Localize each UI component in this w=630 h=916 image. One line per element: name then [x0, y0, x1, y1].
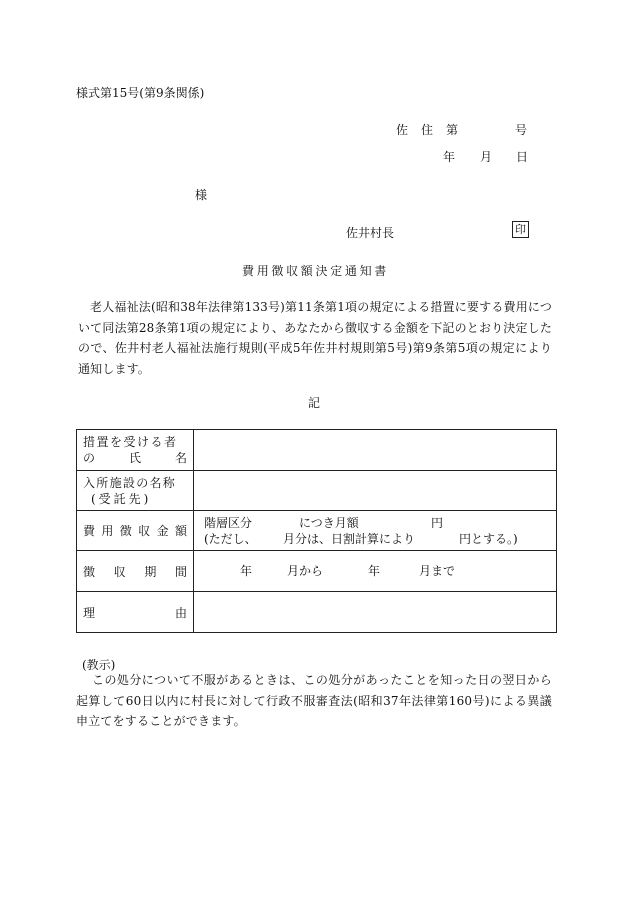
label-char: 由	[174, 605, 187, 620]
label-char: 額	[174, 524, 187, 538]
issuer-name: 佐井村長	[346, 226, 395, 240]
fee-label	[77, 511, 194, 551]
label-char: 金	[156, 524, 169, 538]
doc-no-mid: 住	[421, 123, 434, 137]
to-month: 月まで	[419, 564, 456, 578]
date-year: 年	[443, 150, 456, 164]
table-row-reason	[77, 592, 557, 633]
table-row-facility	[77, 471, 557, 511]
label-char: 理	[83, 605, 96, 620]
fee-label-text	[83, 522, 187, 539]
label-char: 間	[174, 564, 187, 579]
document-title: 費用徴収額決定通知書	[242, 264, 390, 278]
label-char: 名	[174, 451, 187, 465]
label-char: 氏	[128, 451, 141, 465]
label-char: 収	[138, 524, 151, 538]
label-char: 徴	[83, 564, 96, 579]
notice-label: (教示)	[82, 658, 116, 672]
tier-label: 階層区分	[204, 515, 253, 530]
reason-label-text	[83, 604, 187, 621]
facility-label-line2: (受託先)	[91, 491, 152, 506]
ki-heading: 記	[308, 396, 321, 410]
reason-label	[77, 592, 194, 633]
reason-value	[194, 592, 557, 633]
doc-no-go: 号	[515, 123, 528, 137]
doc-no-dai: 第	[446, 123, 459, 137]
date-day: 日	[516, 150, 529, 164]
table-row-recipient	[77, 430, 557, 471]
facility-value	[194, 471, 557, 511]
facility-label-line1: 入所施設の名称	[83, 475, 177, 490]
proviso-open: (ただし、	[204, 531, 257, 546]
notice-paragraph: この処分について不服があるときは、この処分があったことを知った日の翌日から起算して60日以内に村長に対して行政不服審査法(昭和37年法律第160号)による異議申立てをすることができます。	[76, 673, 552, 728]
period-value	[194, 551, 557, 592]
label-char: 期	[144, 564, 157, 579]
fee-value	[194, 511, 557, 551]
to-year: 年	[368, 564, 381, 578]
addressee-suffix: 様	[195, 188, 208, 202]
table-row-fee	[77, 511, 557, 551]
period-label-text	[83, 563, 187, 580]
label-char: の	[83, 451, 96, 465]
label-char: 収	[113, 564, 126, 579]
form-number: 様式第15号(第9条関係)	[76, 86, 205, 100]
proviso-close: 円とする。)	[459, 531, 518, 546]
from-month: 月から	[287, 564, 324, 578]
period-line	[204, 563, 556, 579]
label-char: 費	[83, 524, 96, 538]
seal-mark: 印	[512, 221, 529, 238]
fee-line1	[204, 515, 556, 531]
label-char: 徴	[119, 524, 132, 538]
recipient-label-line1: 措置を受ける者	[83, 435, 178, 449]
recipient-label	[77, 430, 194, 471]
facility-label	[77, 471, 194, 511]
recipient-value	[194, 430, 557, 471]
label-char: 用	[101, 524, 114, 538]
date-month: 月	[480, 150, 493, 164]
from-year: 年	[240, 564, 253, 578]
monthly-amount-label: につき月額	[299, 515, 359, 530]
table-row-period	[77, 551, 557, 592]
body-paragraph: 老人福祉法(昭和38年法律第133号)第11条第1項の規定による措置に要する費用について同法第28条第1項の規定により、あなたから徴収する金額を下記のとおり決定したので、佐井村老人福祉法施行規則(平成5年佐井村規則第5号)第9条第5項の規定により通知します。	[78, 300, 552, 376]
doc-no-prefix: 佐	[396, 123, 409, 137]
prorated-label: 月分は、日割計算により	[283, 531, 416, 546]
detail-table	[76, 429, 557, 633]
recipient-label-line2	[83, 450, 187, 466]
fee-line2	[204, 531, 556, 547]
period-label	[77, 551, 194, 592]
yen-label: 円	[431, 515, 444, 530]
